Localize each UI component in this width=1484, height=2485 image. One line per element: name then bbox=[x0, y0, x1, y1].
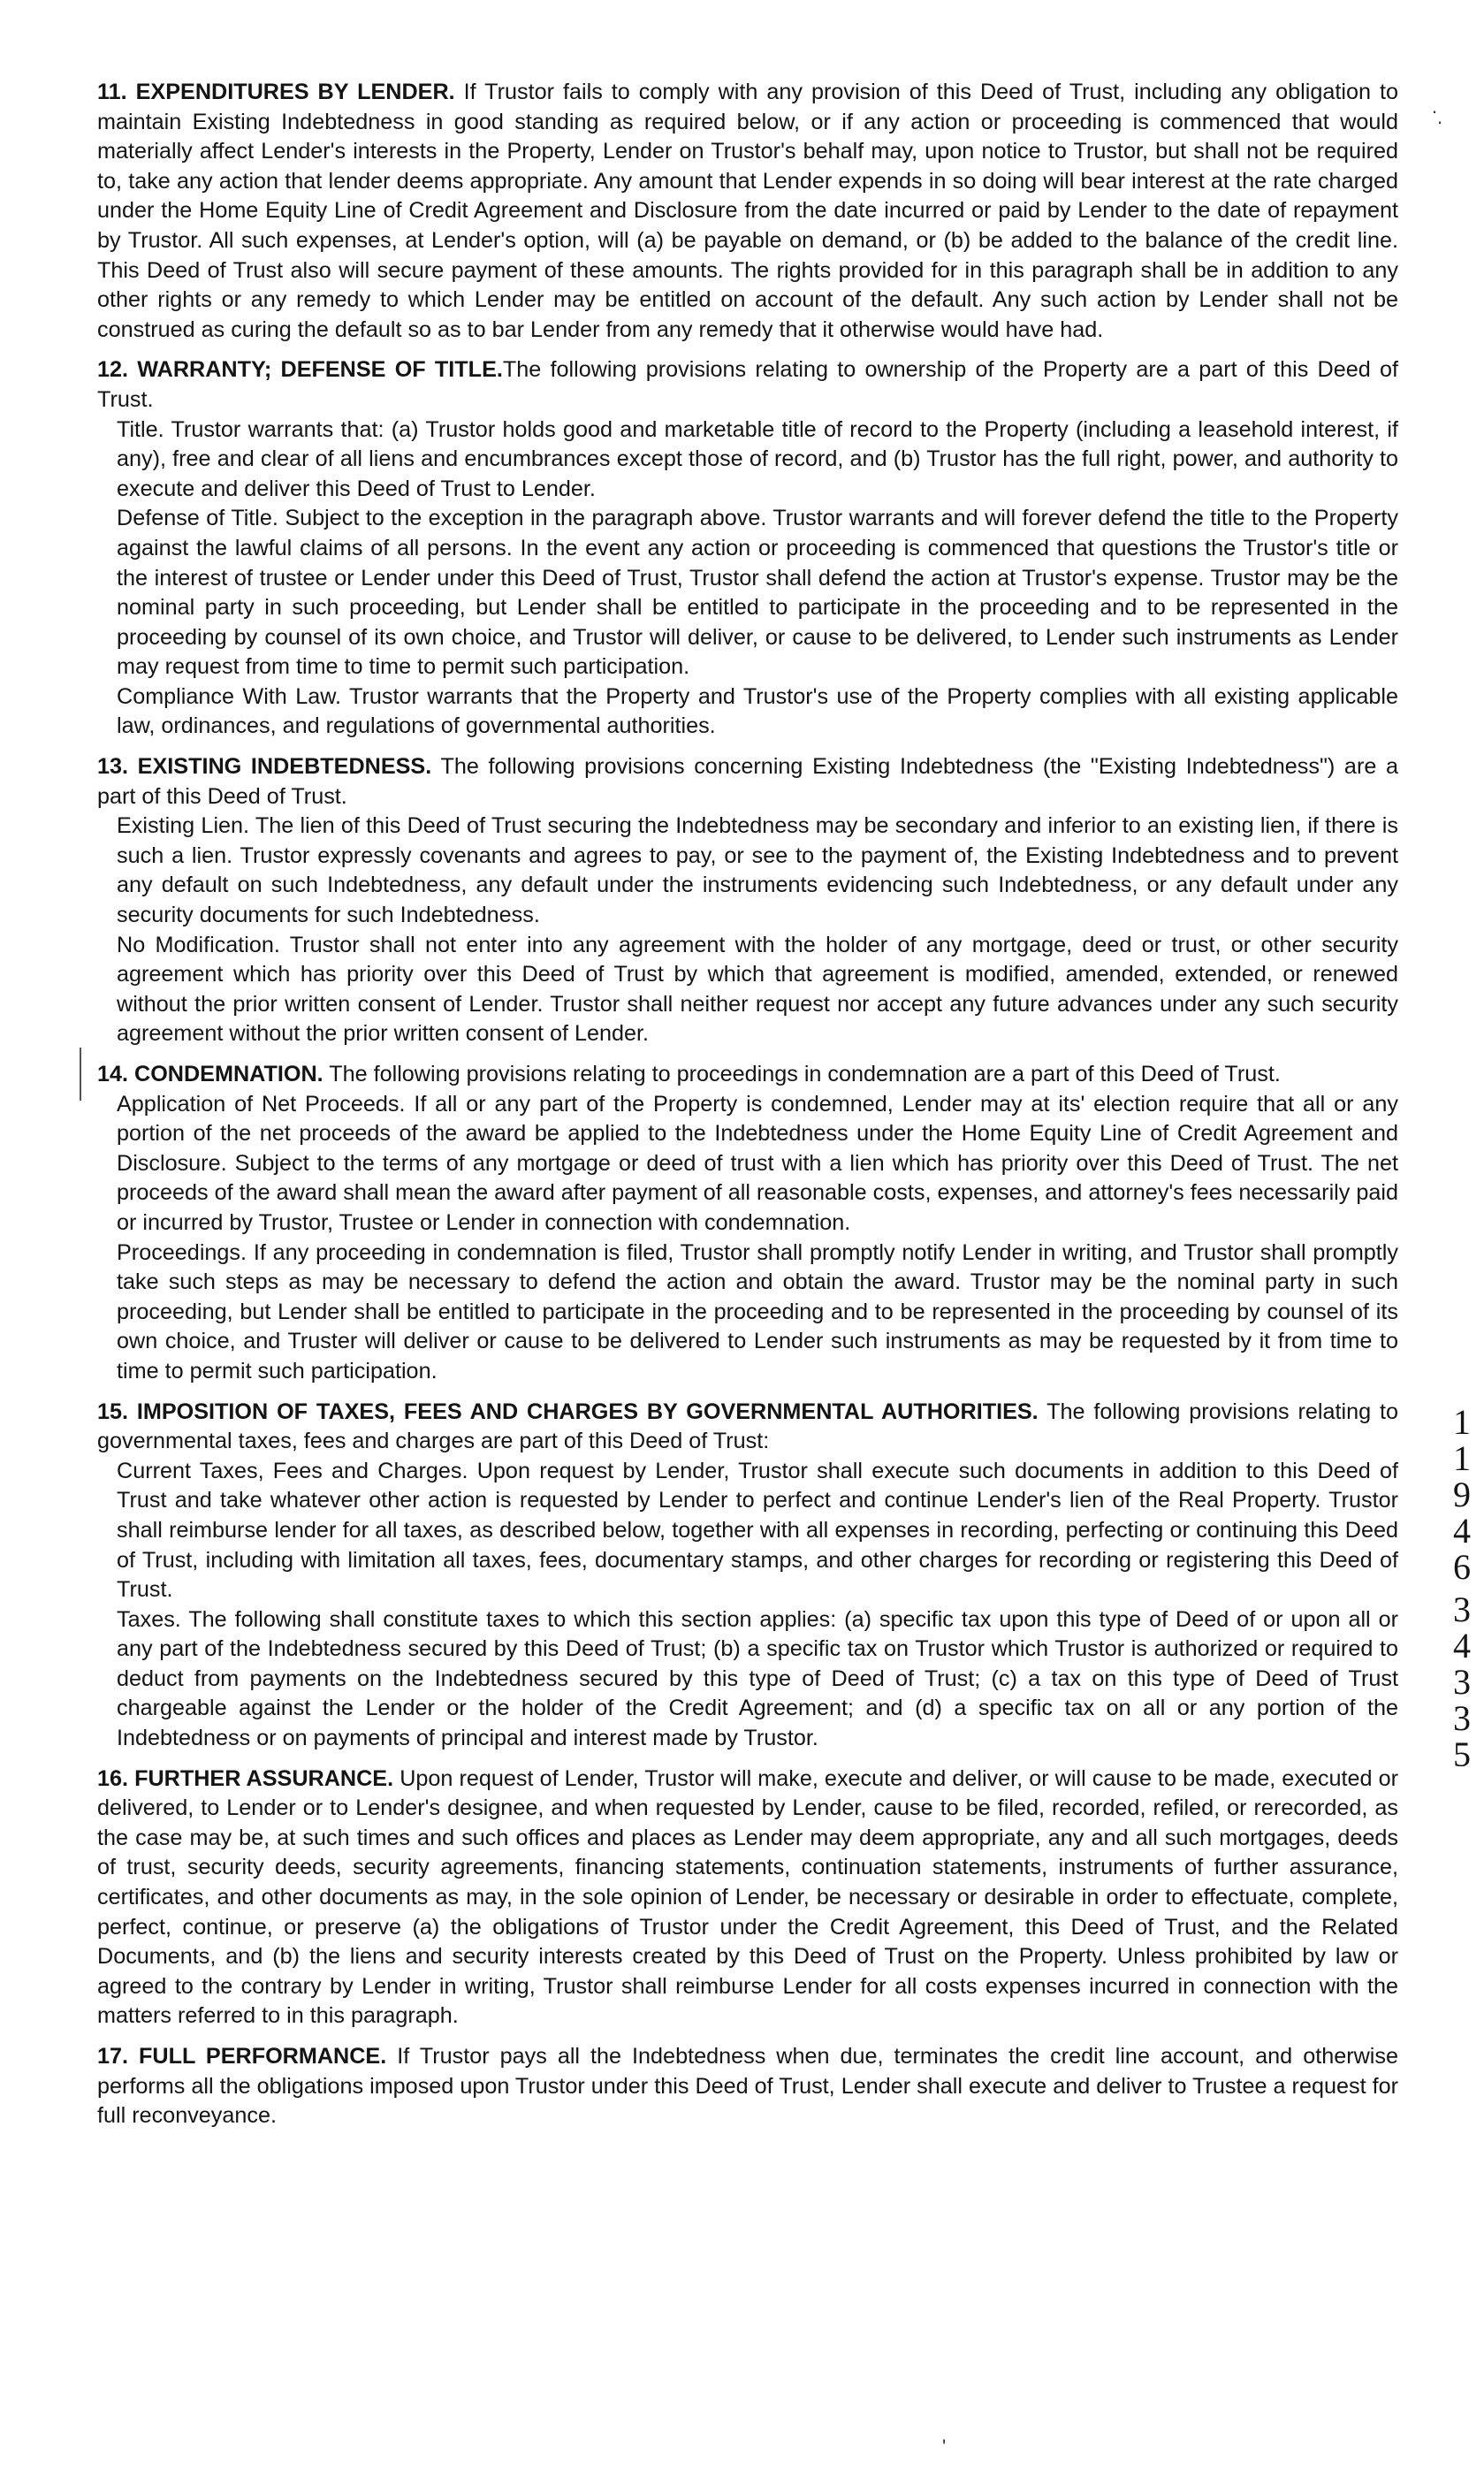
section-12 bbox=[97, 355, 1398, 742]
subsection-title: Title. Trustor warrants that: (a) Trustor holds good and marketable title of record to the Property (including a leasehold interest, if any), free and clear of all liens and encumbrances except those of record, and (b) Trustor has the full right, power, and authority to execute and deliver this Deed of Trust to Lender. bbox=[117, 416, 1398, 501]
subsection-current-taxes: Current Taxes, Fees and Charges. Upon request by Lender, Trustor shall execute such documents in addition to this Deed of Trust and take whatever other action is requested by Lender to perfect and continue Lender's lien of the Real Property. Trustor shall reimburse lender for all taxes, as described below, together with all expenses in recording, perfecting or continuing this Deed of Trust, including with limitation all taxes, fees, documentary stamps, and other charges for recording or registering this Deed of Trust. bbox=[117, 1458, 1398, 1603]
section-11 bbox=[97, 78, 1398, 345]
section-16 bbox=[97, 1765, 1398, 2031]
subsection-defense-of-title: Defense of Title. Subject to the exception in the paragraph above. Trustor warrants and will forever defend the title to the Property against the lawful claims of all persons. In the event any action or proceeding is commenced that questions the Trustor's title or the interest of trustee or Lender under this Deed of Trust, Trustor shall defend the action at Trustor's expense. Trustor may be the nominal party in such proceeding, but Lender shall be entitled to participate in the proceeding and to be represented in the proceeding by counsel of its own choice, and Trustor will deliver, or cause to be delivered, to Lender such instruments as Lender may request from time to time to permit such participation. bbox=[117, 506, 1398, 680]
scan-margin-line bbox=[80, 1048, 81, 1101]
section-heading: 13. EXISTING INDEBTEDNESS. bbox=[97, 754, 432, 780]
recording-digit: 1 bbox=[1453, 1438, 1471, 1478]
section-14 bbox=[97, 1060, 1398, 1387]
section-heading: 12. WARRANTY; DEFENSE OF TITLE. bbox=[97, 357, 503, 383]
section-heading: 16. FURTHER ASSURANCE. bbox=[97, 1765, 394, 1791]
section-paragraph bbox=[97, 1765, 1398, 2031]
section-15 bbox=[97, 1398, 1398, 1754]
recording-digit: 3 bbox=[1453, 1698, 1471, 1738]
subsection-application-of-net-proceeds: Application of Net Proceeds. If all or any part of the Property is condemned, Lender may at its' election require that all or any portion of the net proceeds of the award be applied to the Indebtedness under the Home Equity Line of Credit Agreement and Disclosure. Subject to the terms of any mortgage or deed of trust with a lien which has priority over this Deed of Trust. The net proceeds of the award shall mean the award after payment of all reasonable costs, expenses, and attorney's fees necessarily paid or incurred by Trustor, Trustee or Lender in connection with condemnation. bbox=[117, 1091, 1398, 1235]
subsection-no-modification: No Modification. Trustor shall not enter into any agreement with the holder of any mortgage, deed or trust, or other security agreement which has priority over this Deed of Trust by which that agreement is modified, amended, extended, or renewed without the prior written consent of Lender. Trustor shall neither request nor accept any future advances under any such security agreement without the prior written consent of Lender. bbox=[117, 932, 1398, 1047]
subsection-list bbox=[117, 812, 1398, 1049]
section-paragraph bbox=[97, 1398, 1398, 1457]
subsection-list bbox=[117, 1457, 1398, 1754]
section-paragraph bbox=[97, 752, 1398, 812]
recording-digit: 6 bbox=[1453, 1547, 1471, 1587]
section-text: The following provisions relating to proceedings in condemnation are a part of this Deed of Trust. bbox=[329, 1062, 1281, 1086]
section-text: The following provisions relating to governmental taxes, fees and charges are part of this Deed of Trust: bbox=[97, 1399, 1398, 1454]
scan-speck: . bbox=[1437, 106, 1443, 128]
recording-number-top bbox=[1446, 1404, 1478, 1585]
section-text: The following provisions concerning Existing Indebtedness (the "Existing Indebtedness") are a part of this Deed of Trust. bbox=[97, 754, 1399, 809]
section-text: Upon request of Lender, Trustor will make, execute and deliver, or will cause to be made, executed or delivered, to Lender or to Lender's designee, and when requested by Lender, cause to be filed, recorded, refiled, or rerecorded, as the case may be, at such times and such offices and places as Lender may deem appropriate, any and all such mortgages, deeds of trust, security deeds, security agreements, financing statements, continuation statements, instruments of further assurance, certificates, and other documents as may, in the sole opinion of Lender, be necessary or desirable in order to effectuate, complete, perfect, continue, or preserve (a) the obligations of Trustor under the Credit Agreement, this Deed of Trust, and the Related Documents, and (b) the liens and security interests created by this Deed of Trust on the Property. Unless prohibited by law or agreed to the contrary by Lender in writing, Trustor shall reimburse Lender for all costs expenses incurred in connection with the matters referred to in this paragraph. bbox=[97, 1765, 1398, 2029]
document-body bbox=[97, 78, 1398, 2142]
recording-digit: 4 bbox=[1453, 1511, 1471, 1551]
recording-digit: 3 bbox=[1453, 1589, 1471, 1629]
section-paragraph bbox=[97, 2042, 1398, 2131]
recording-digit: 4 bbox=[1453, 1626, 1471, 1666]
section-paragraph bbox=[97, 78, 1398, 345]
subsection-proceedings: Proceedings. If any proceeding in condemnation is filed, Trustor shall promptly notify Lender in writing, and Trustor shall promptly take such steps as may be necessary to defend the action and obtain the award. Trustor may be the nominal party in such proceeding, but Lender shall be entitled to participate in the proceeding and to be represented in the proceeding by counsel of its own choice, and Truster will deliver or cause to be delivered to Lender such instruments as may be requested by it from time to time to permit such participation. bbox=[117, 1239, 1398, 1384]
section-heading: 17. FULL PERFORMANCE. bbox=[97, 2044, 387, 2069]
subsection-existing-lien: Existing Lien. The lien of this Deed of Trust securing the Indebtedness may be secondary and inferior to an existing lien, if there is such a lien. Trustor expressly covenants and agrees to pay, or see to the payment of, the Existing Indebtedness and to prevent any default on such Indebtedness, any default under the instruments evidencing such Indebtedness, or any default under any security documents for such Indebtedness. bbox=[117, 813, 1398, 928]
subsection-compliance-with-law: Compliance With Law. Trustor warrants that the Property and Trustor's use of the Property complies with all existing applicable law, ordinances, and regulations of governmental authorities. bbox=[117, 683, 1398, 739]
section-text: The following provisions relating to ownership of the Property are a part of this Deed of Trust. bbox=[97, 357, 1399, 412]
scan-speck: ' bbox=[942, 2435, 947, 2458]
section-paragraph bbox=[97, 1060, 1398, 1090]
recording-digit: 1 bbox=[1453, 1402, 1471, 1442]
section-heading: 11. EXPENDITURES BY LENDER. bbox=[97, 80, 455, 104]
recording-number-bottom bbox=[1446, 1591, 1478, 1772]
section-heading: 15. IMPOSITION OF TAXES, FEES AND CHARGES BY GOVERNMENTAL AUTHORITIES. bbox=[97, 1399, 1039, 1424]
section-17 bbox=[97, 2042, 1398, 2131]
section-text: If Trustor fails to comply with any provision of this Deed of Trust, including any obligation to maintain Existing Indebtedness in good standing as required below, or if any action or proceeding is commenced that would materially affect Lender's interests in the Property, Lender on Trustor's behalf may, upon notice to Trustor, but shall not be required to, take any action that lender deems appropriate. Any amount that Lender expends in so doing will bear interest at the rate charged under the Home Equity Line of Credit Agreement and Disclosure from the date incurred or paid by Lender to the date of repayment by Trustor. All such expenses, at Lender's option, will (a) be payable on demand, or (b) be added to the balance of the credit line. This Deed of Trust also will secure payment of these amounts. The rights provided for in this paragraph shall be in addition to any other rights or any remedy to which Lender may be entitled on account of the default. Any such action by Lender shall not be construed as curing the default so as to bar Lender from any remedy that it otherwise would have had. bbox=[97, 80, 1398, 342]
section-heading: 14. CONDEMNATION. bbox=[97, 1062, 323, 1086]
subsection-taxes: Taxes. The following shall constitute taxes to which this section applies: (a) specific tax upon this type of Deed of or upon all or any part of the Indebtedness secured by this Deed of Trust; (b) a specific tax on Trustor which Trustor is authorized or required to deduct from payments on the Indebtedness secured by this type of Deed of Trust; (c) a tax on this type of Deed of Trust chargeable against the Lender or the holder of the Credit Agreement; and (d) a specific tax on all or any portion of the Indebtedness or on payments of principal and interest made by Trustor. bbox=[117, 1606, 1398, 1751]
section-text: If Trustor pays all the Indebtedness when due, terminates the credit line account, and otherwise performs all the obligations imposed upon Trustor under this Deed of Trust, Lender shall execute and deliver to Trustee a request for full reconveyance. bbox=[97, 2044, 1398, 2129]
recording-digit: 9 bbox=[1453, 1475, 1471, 1514]
recording-digit: 5 bbox=[1453, 1734, 1471, 1774]
section-paragraph bbox=[97, 355, 1398, 415]
subsection-list bbox=[117, 415, 1398, 743]
section-13 bbox=[97, 752, 1398, 1049]
subsection-list bbox=[117, 1090, 1398, 1387]
recording-digit: 3 bbox=[1453, 1662, 1471, 1702]
scan-speck: . bbox=[1432, 95, 1438, 118]
